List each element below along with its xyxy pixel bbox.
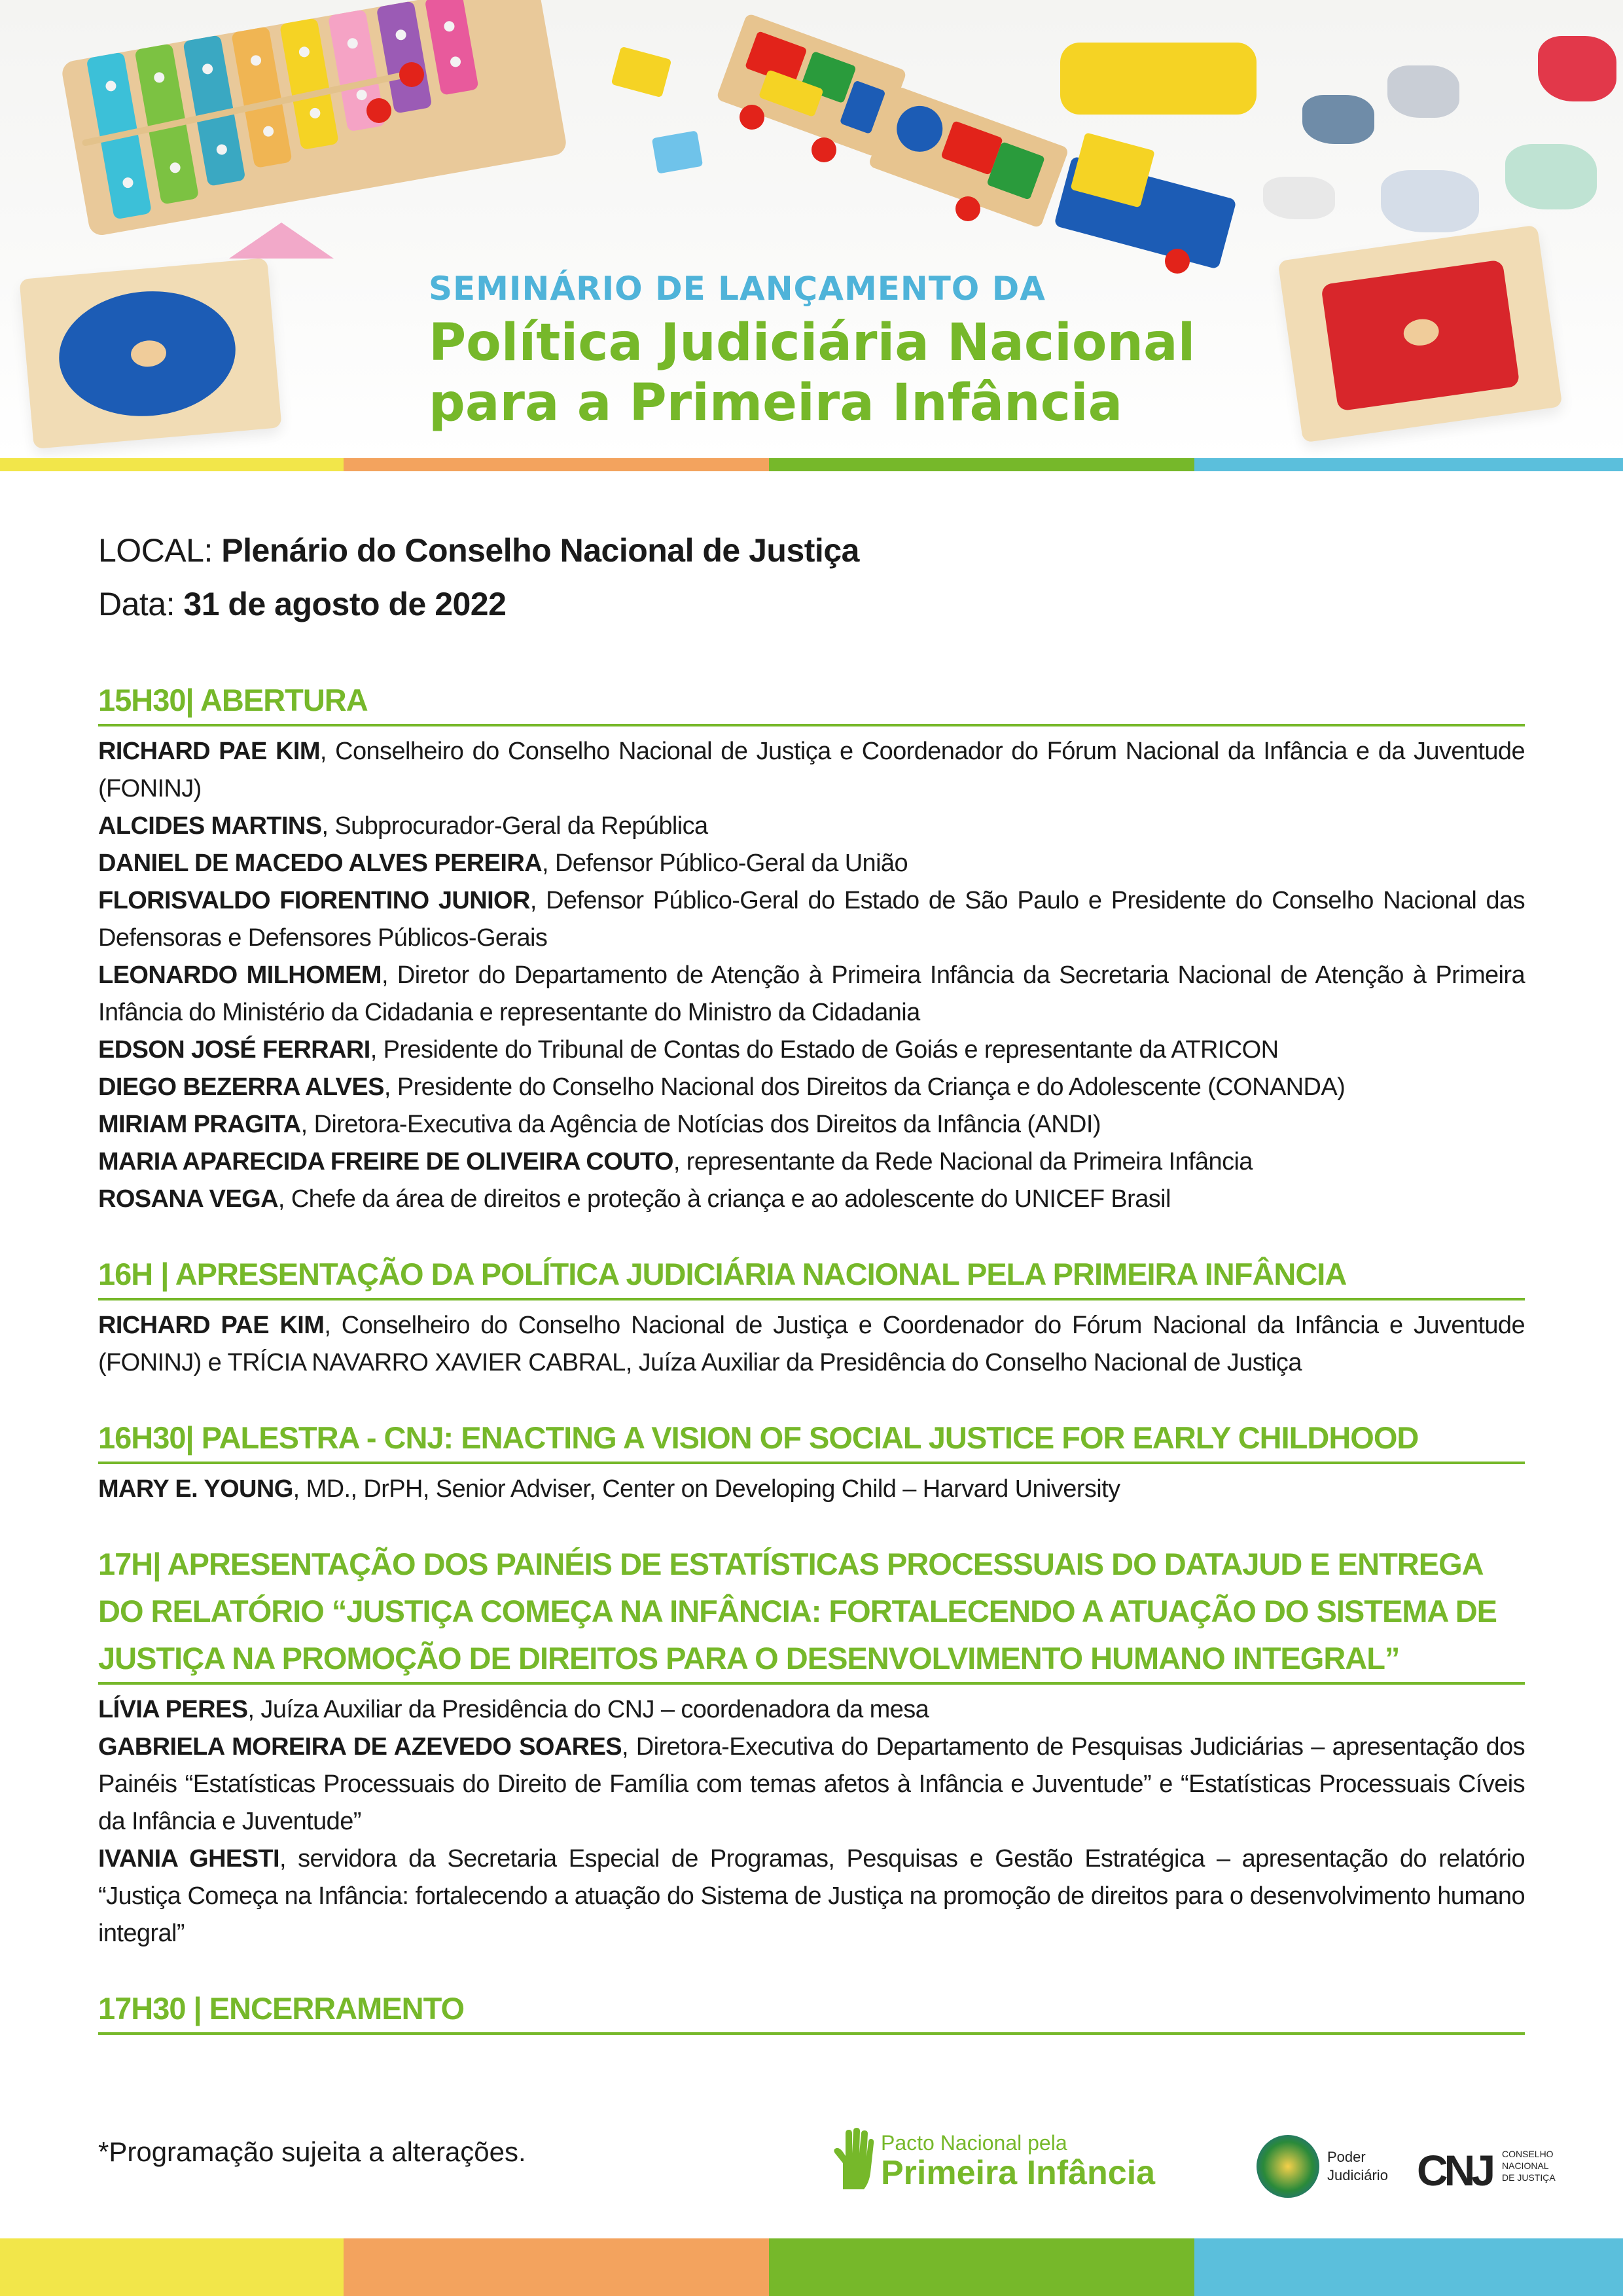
date-label: Data: [98, 586, 175, 622]
event-title-line1: Política Judiciária Nacional [429, 314, 1196, 372]
cnj-logo-icon: CNJ [1417, 2146, 1492, 2195]
speaker-entry [98, 1106, 1525, 1143]
poder-judiciario-text [1327, 2148, 1388, 2185]
wheel-illustration [740, 105, 764, 130]
speaker-role: , Defensor Público-Geral da União [542, 850, 908, 877]
speaker-entry [98, 1471, 1525, 1508]
speaker-entry [98, 957, 1525, 1031]
brasao-seal-icon [1257, 2135, 1319, 2198]
cnj-line3: DE JUSTIÇA [1502, 2172, 1556, 2183]
speaker-role: , MD., DrPH, Senior Adviser, Center on Developing Child – Harvard University [293, 1475, 1120, 1503]
speaker-role: , servidora da Secretaria Especial de Programas, Pesquisas e Gestão Estratégica – apresentação do relatório “Justiça Começa na Infância: fortalecendo a atuação do Sistema de Justiça na promoção de direitos para o desenvolvimento humano integral” [98, 1845, 1525, 1947]
program-section [98, 677, 1525, 1218]
xylophone-illustration [60, 0, 568, 237]
speaker-name: RICHARD PAE KIM [98, 738, 320, 765]
speaker-name: LEONARDO MILHOMEM [98, 961, 382, 989]
event-title [429, 313, 1195, 433]
speaker-role: , Presidente do Tribunal de Contas do Estado de Goiás e representante da ATRICON [370, 1036, 1279, 1064]
speaker-entry [98, 1181, 1525, 1218]
train-engine-illustration [1054, 156, 1237, 270]
speaker-entry [98, 1691, 1525, 1729]
speaker-entry [98, 733, 1525, 808]
program-section [98, 1541, 1525, 1952]
date-value: 31 de agosto de 2022 [183, 586, 507, 622]
top-color-strip [0, 458, 1623, 471]
location-label: LOCAL: [98, 532, 213, 569]
speaker-role: , representante da Rede Nacional da Primeira Infância [673, 1148, 1253, 1175]
program-section [98, 1251, 1525, 1382]
speaker-role: , Juíza Auxiliar da Presidência do CNJ – coordenadora da mesa [247, 1696, 929, 1723]
speaker-role: , Defensor Público-Geral do Estado de São Paulo e Presidente do Conselho Nacional das Defensoras e Defensores Públicos-Gerais [98, 887, 1525, 952]
event-pretitle: SEMINÁRIO DE LANÇAMENTO DA [429, 270, 1046, 308]
speaker-entry [98, 1729, 1525, 1840]
pacto-primeira-infancia-logo [830, 2123, 1216, 2195]
hand-icon [830, 2127, 876, 2193]
section-title: 17H30 | ENCERRAMENTO [98, 1985, 1525, 2035]
date-line [98, 577, 1525, 631]
program-section [98, 1414, 1525, 1508]
blue-disc-puzzle-illustration [19, 258, 281, 449]
header-banner [0, 0, 1623, 458]
pj-line2: Judiciário [1327, 2167, 1388, 2183]
cnj-text [1502, 2148, 1556, 2183]
speaker-name: LÍVIA PERES [98, 1696, 248, 1723]
event-heading [429, 270, 1195, 433]
speaker-entry [98, 882, 1525, 957]
speaker-role: , Presidente do Conselho Nacional dos Direitos da Criança e do Adolescente (CONANDA) [383, 1073, 1346, 1101]
speaker-role: , Diretor do Departamento de Atenção à Primeira Infância da Secretaria Nacional de Atenção à Primeira Infância do Ministério da Cidadania e representante do Ministro da Cidadania [98, 961, 1525, 1026]
speaker-entry [98, 1307, 1525, 1382]
location-line [98, 524, 1525, 577]
speaker-name: EDSON JOSÉ FERRARI [98, 1036, 370, 1064]
pj-line1: Poder [1327, 2149, 1366, 2165]
blue-block-illustration [652, 130, 703, 173]
pacto-big-text: Primeira Infância [881, 2154, 1156, 2192]
location-value: Plenário do Conselho Nacional de Justiça [221, 532, 859, 569]
speaker-name: IVANIA GHESTI [98, 1845, 279, 1873]
speaker-name: GABRIELA MOREIRA DE AZEVEDO SOARES [98, 1733, 622, 1761]
speaker-name: DIEGO BEZERRA ALVES [98, 1073, 384, 1101]
event-title-line2: para a Primeira Infância [429, 374, 1123, 433]
section-title: 15H30| ABERTURA [98, 677, 1525, 726]
section-title: 16H | APRESENTAÇÃO DA POLÍTICA JUDICIÁRIA NACIONAL PELA PRIMEIRA INFÂNCIA [98, 1251, 1525, 1300]
speaker-entry [98, 1069, 1525, 1106]
mallet-head-illustration [399, 62, 424, 87]
speaker-role: , Diretora-Executiva da Agência de Notícias dos Direitos da Infância (ANDI) [300, 1111, 1101, 1138]
red-square-puzzle-illustration [1277, 225, 1562, 443]
program-content [98, 524, 1525, 2041]
pacto-small-text: Pacto Nacional pela [881, 2131, 1067, 2155]
wheel-illustration [955, 196, 980, 221]
section-title: 17H| APRESENTAÇÃO DOS PAINÉIS DE ESTATÍSTICAS PROCESSUAIS DO DATAJUD E ENTREGA DO RELATÓRIO “JUSTIÇA COMEÇA NA INFÂNCIA: FORTALECENDO A ATUAÇÃO DO SISTEMA DE JUSTIÇA NA PROMOÇÃO DE DIREITOS PARA O DESENVOLVIMENTO HUMANO INTEGRAL” [98, 1541, 1525, 1685]
speaker-entry [98, 845, 1525, 882]
speaker-entry [98, 1143, 1525, 1181]
cnj-logo [1417, 2142, 1561, 2194]
speaker-name: FLORISVALDO FIORENTINO JUNIOR [98, 887, 530, 914]
pink-triangle-illustration [229, 223, 334, 259]
speaker-role: , Diretora-Executiva do Departamento de Pesquisas Judiciárias – apresentação dos Painéis “Estatísticas Processuais do Direito de Família com temas afetos à Infância e Juventude” e “Estatísticas Processuais Cíveis da Infância e Juventude” [98, 1733, 1525, 1835]
yellow-car-illustration [1060, 43, 1257, 115]
speaker-name: RICHARD PAE KIM [98, 1312, 325, 1339]
speaker-name: DANIEL DE MACEDO ALVES PEREIRA [98, 850, 543, 877]
gem-illustration [1263, 177, 1335, 219]
mallet-head-illustration [366, 98, 391, 123]
cnj-line1: CONSELHO [1502, 2149, 1554, 2159]
wheel-illustration [812, 137, 836, 162]
gem-illustration [1505, 144, 1597, 209]
program-sections [98, 677, 1525, 2035]
speaker-role: , Conselheiro do Conselho Nacional de Justiça e Coordenador do Fórum Nacional da Infância e Juventude (FONINJ) e TRÍCIA NAVARRO XAVIER CABRAL, Juíza Auxiliar da Presidência do Conselho Nacional de Justiça [98, 1312, 1525, 1376]
yellow-block-illustration [611, 46, 672, 98]
cnj-line2: NACIONAL [1502, 2161, 1549, 2171]
speaker-name: MARIA APARECIDA FREIRE DE OLIVEIRA COUTO [98, 1148, 673, 1175]
speaker-entry [98, 1840, 1525, 1952]
gem-illustration [1381, 170, 1479, 232]
speaker-role: , Conselheiro do Conselho Nacional de Justiça e Coordenador do Fórum Nacional da Infância e da Juventude (FONINJ) [98, 738, 1525, 802]
speaker-name: ALCIDES MARTINS [98, 812, 322, 840]
footer-note: *Programação sujeita a alterações. [98, 2136, 526, 2167]
speaker-role: , Chefe da área de direitos e proteção à criança e ao adolescente do UNICEF Brasil [277, 1185, 1171, 1213]
speaker-name: MIRIAM PRAGITA [98, 1111, 301, 1138]
speaker-entry [98, 1031, 1525, 1069]
gem-illustration [1387, 65, 1459, 118]
speaker-name: MARY E. YOUNG [98, 1475, 293, 1503]
section-title: 16H30| PALESTRA - CNJ: ENACTING A VISION OF SOCIAL JUSTICE FOR EARLY CHILDHOOD [98, 1414, 1525, 1464]
speaker-role: , Subprocurador-Geral da República [321, 812, 708, 840]
speaker-entry [98, 808, 1525, 845]
program-section [98, 1985, 1525, 2035]
speaker-name: ROSANA VEGA [98, 1185, 278, 1213]
bottom-color-strip [0, 2238, 1623, 2296]
poder-judiciario-logo [1257, 2135, 1400, 2200]
gem-illustration [1302, 95, 1374, 144]
gem-illustration [1538, 36, 1616, 101]
